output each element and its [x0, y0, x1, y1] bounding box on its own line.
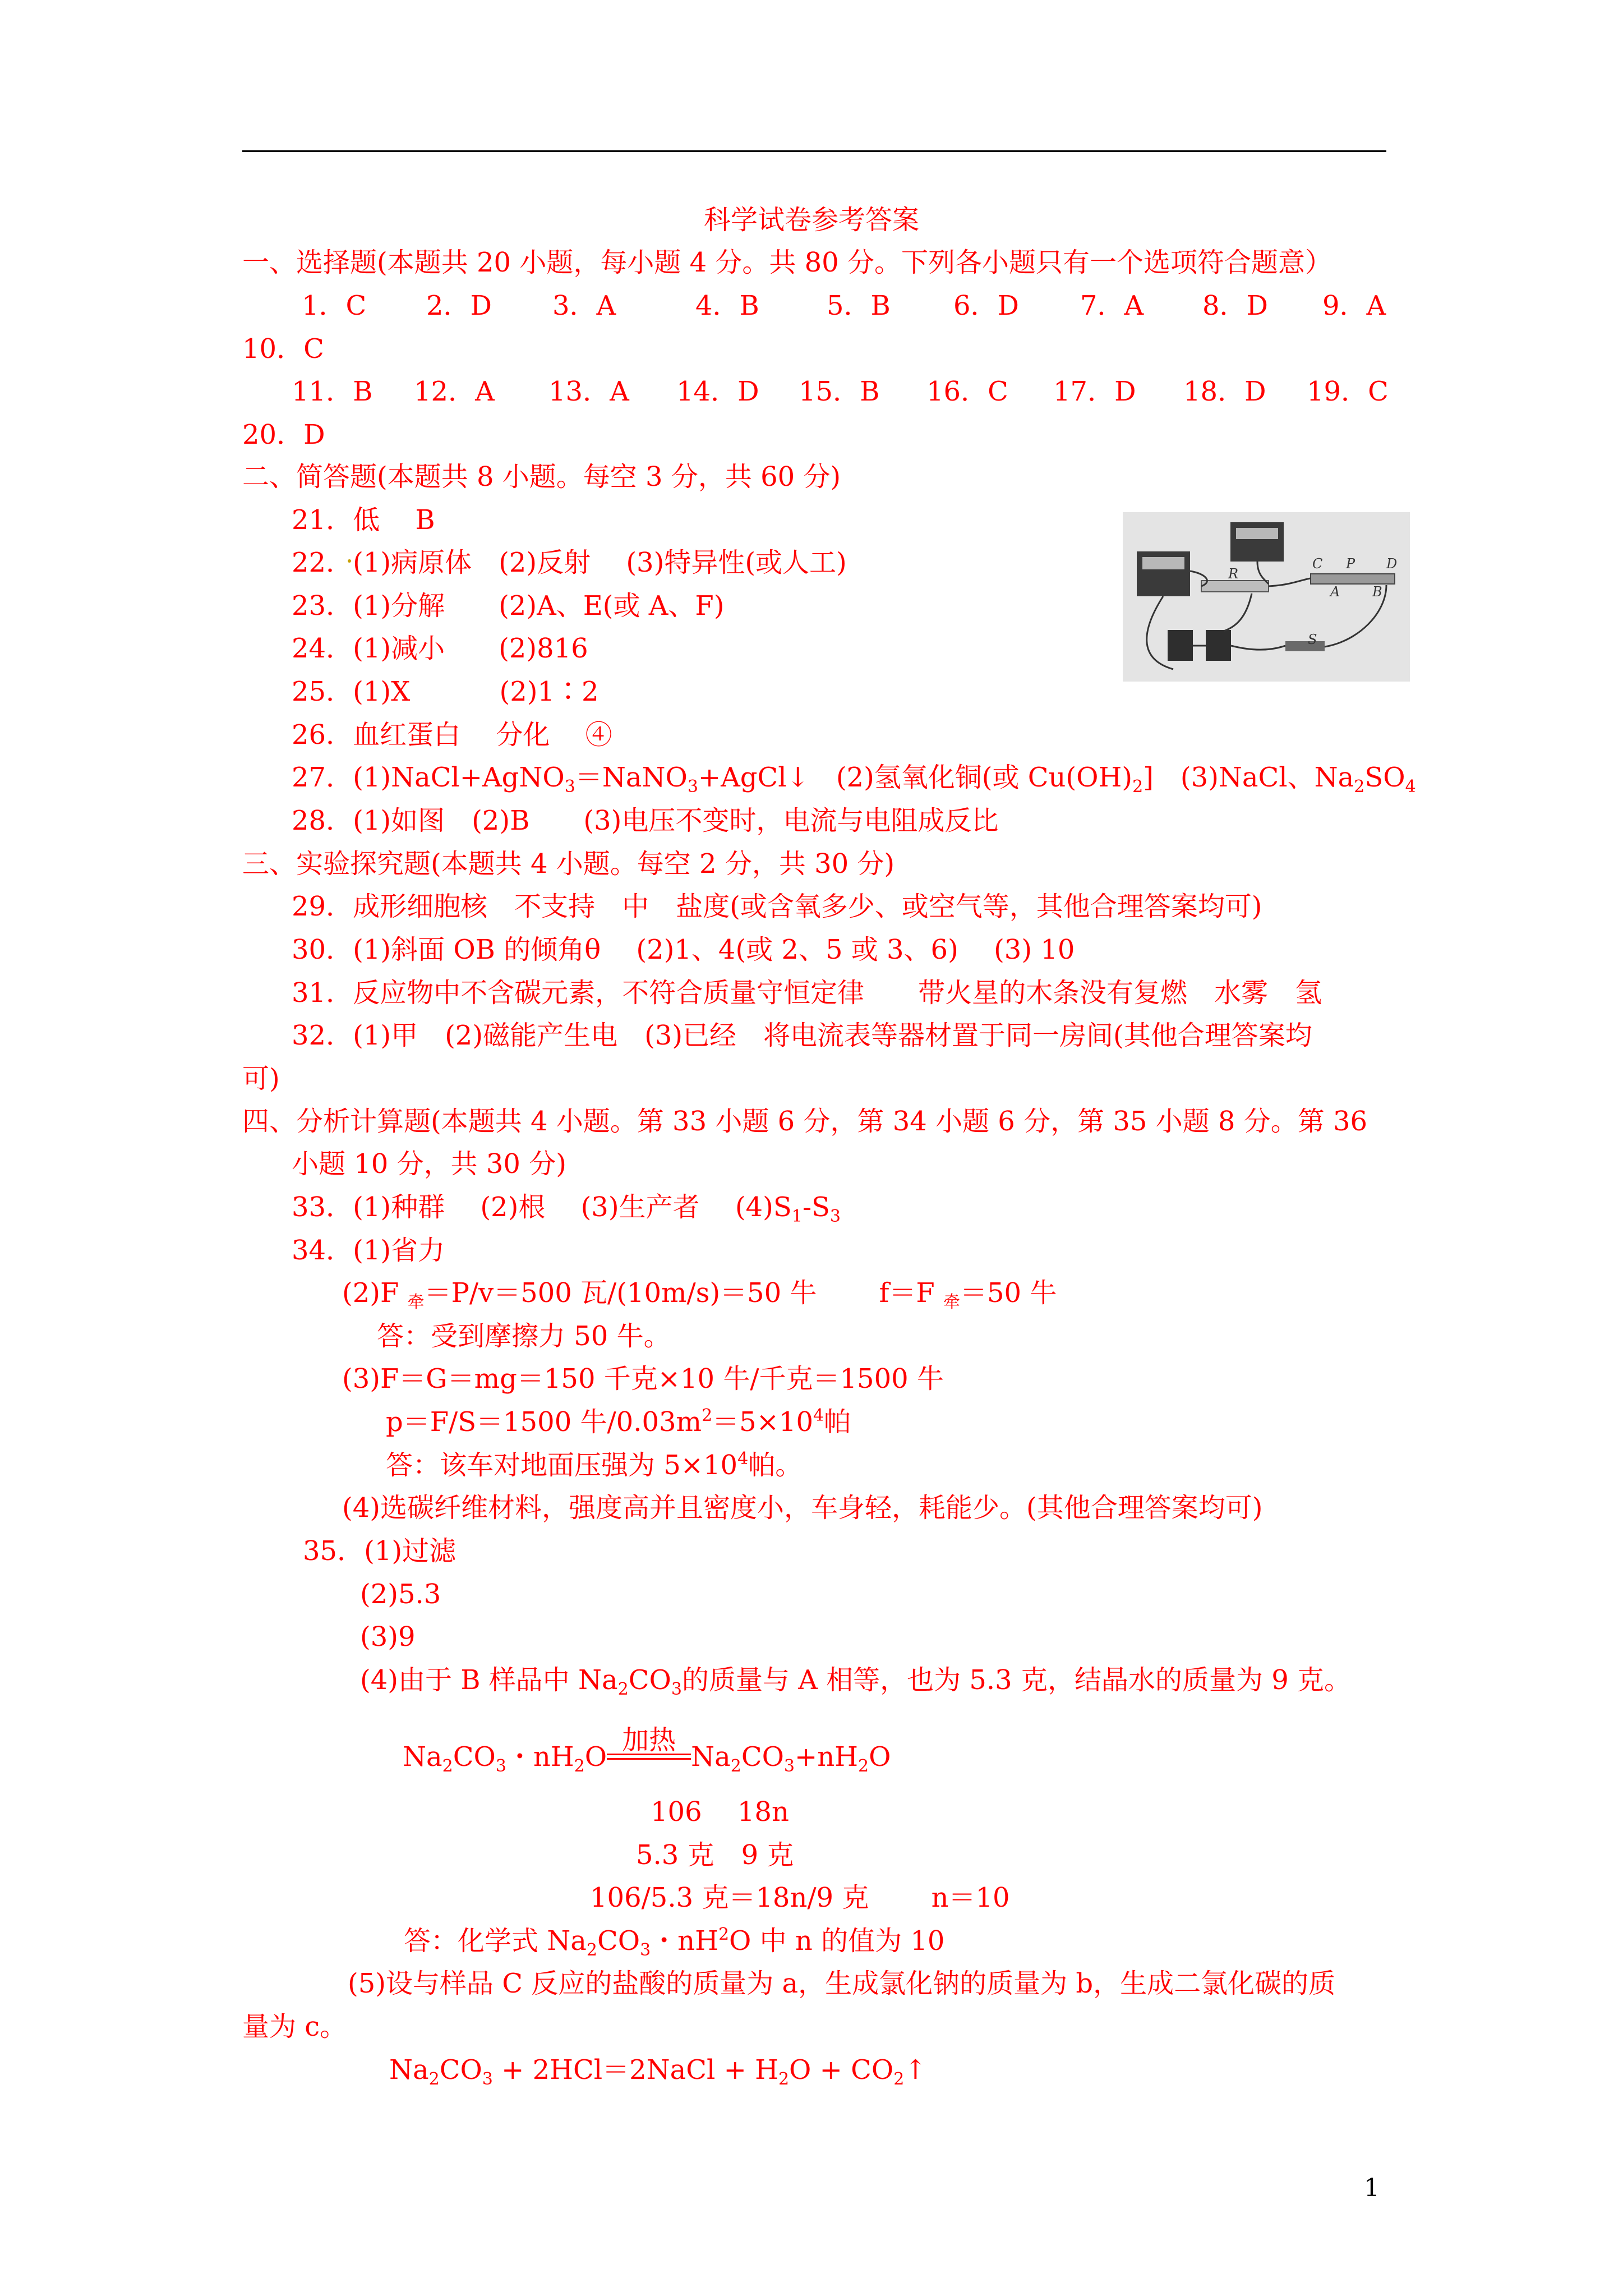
eq-part: Na [691, 1741, 731, 1773]
svg-text:A: A [1330, 584, 1340, 600]
eq-part: ・nH [506, 1741, 574, 1773]
answer-q35-1: 35．(1)过滤 [303, 1535, 457, 1567]
eq-part: O [869, 1741, 891, 1773]
answer-q28: 28．(1)如图 (2)B (3)电压不变时，电流与电阻成反比 [292, 805, 999, 836]
q35-part: (4)由于 B 样品中 Na [360, 1664, 618, 1696]
q27-part: 27．(1)NaCl+AgNO [292, 762, 565, 793]
answer-12: 12．A [414, 376, 495, 407]
answer-16: 16．C [926, 376, 1008, 407]
eq-part: CO [741, 1741, 784, 1773]
answer-q23: 23．(1)分解 (2)A、E(或 A、F) [292, 590, 725, 622]
answer-q35-3: (3)9 [360, 1621, 416, 1653]
svg-text:C: C [1312, 556, 1323, 572]
answer-q35-2: (2)5.3 [360, 1579, 441, 1610]
equation-ratio: 106/5.3 克＝18n/9 克 n＝10 [590, 1882, 1010, 1913]
svg-text:S: S [1308, 632, 1317, 647]
answer-19: 19．C [1307, 376, 1389, 407]
equation-masses: 5.3 克 9 克 [636, 1839, 794, 1871]
eq-part: O [584, 1741, 607, 1773]
page-number: 1 [1364, 2174, 1380, 2202]
q33-sub: 3 [829, 1207, 841, 1226]
q34-part: ＝50 牛 [960, 1277, 1057, 1309]
answer-q34-1: 34．(1)省力 [292, 1235, 445, 1266]
answer-q34-4: (4)选碳纤维材料，强度高并且密度小，车身轻，耗能少。(其他合理答案均可) [342, 1492, 1263, 1524]
q33-part: -S [802, 1191, 830, 1223]
section4-header: 四、分析计算题(本题共 4 小题。第 33 小题 6 分，第 34 小题 6 分，第 35 小题 8 分。第 36 [242, 1106, 1368, 1137]
answer-q25: 25．(1)X (2)1∶2 [292, 676, 599, 707]
eq2-sub: 2 [893, 2069, 905, 2089]
eq-sub: 3 [783, 1756, 795, 1776]
answer-q29: 29．成形细胞核 不支持 中 盐度(或含氧多少、或空气等，其他合理答案均可) [292, 891, 1262, 922]
q27-part: SO [1364, 762, 1405, 793]
q34-part: (2)F [342, 1277, 408, 1309]
eq-ans-part: CO [597, 1925, 640, 1957]
answer-7: 7．A [1080, 290, 1144, 321]
answer-q21: 21．低 B [292, 504, 435, 536]
eq2-sub: 3 [482, 2069, 493, 2089]
eq-part: Na [403, 1741, 442, 1773]
answer-11: 11．B [292, 376, 373, 407]
answer-1: 1．C [302, 290, 367, 321]
svg-text:B: B [1372, 584, 1382, 600]
q27-part: ＝NaNO [575, 762, 688, 793]
q27-part: +AgCl↓ (2)氢氧化铜(或 Cu(OH) [698, 762, 1133, 793]
eq2-part: + 2HCl＝2NaCl + H [492, 2054, 778, 2086]
answer-q27 [292, 761, 1416, 797]
answer-q34-3-conclusion [386, 1448, 802, 1482]
answer-10: 10．C [242, 333, 324, 365]
q34-sup: 4 [737, 1449, 749, 1469]
section1-header: 一、选择题(本题共 20 小题，每小题 4 分。共 80 分。下列各小题只有一个选项符合题意） [242, 247, 1332, 278]
q27-sub: 3 [564, 777, 575, 797]
q34-part: 帕。 [748, 1450, 803, 1481]
q34-sup: 2 [702, 1406, 713, 1425]
eq2-sub: 2 [778, 2069, 790, 2089]
circuit-diagram-image [1123, 512, 1410, 682]
q27-sub: 4 [1405, 777, 1416, 797]
answer-q33 [292, 1190, 841, 1224]
q27-sub: 2 [1132, 777, 1144, 797]
section4-header-wrap: 小题 10 分，共 30 分) [292, 1148, 566, 1180]
svg-text:D: D [1386, 556, 1398, 572]
svg-text:P: P [1346, 556, 1355, 572]
eq2-part: Na [389, 2054, 429, 2086]
q34-part: 答：该车对地面压强为 5×10 [386, 1450, 738, 1481]
eq2-part: O + CO [789, 2054, 894, 2086]
q35-sub: 3 [671, 1680, 682, 1699]
answer-q24: 24．(1)减小 (2)816 [292, 633, 588, 664]
eq-sub: 2 [574, 1756, 585, 1776]
q35-sub: 2 [617, 1680, 629, 1699]
q27-sub: 2 [1354, 777, 1365, 797]
chemical-equation-hcl [389, 2053, 927, 2087]
q33-part: 33．(1)种群 (2)根 (3)生产者 (4)S [292, 1191, 792, 1223]
answer-q30: 30．(1)斜面 OB 的倾角θ (2)1、4(或 2、5 或 3、6) (3) 10 [292, 934, 1075, 965]
eq-ans-part: O 中 n 的值为 10 [729, 1925, 945, 1957]
eq-sub: 2 [730, 1756, 741, 1776]
answer-2: 2．D [426, 290, 492, 321]
answer-q35-5-wrap: 量为 c。 [242, 2011, 347, 2042]
q34-part: 帕 [824, 1406, 851, 1438]
answer-q32: 32．(1)甲 (2)磁能产生电 (3)已经 将电流表等器材置于同一房间(其他合理答案均 [292, 1020, 1312, 1051]
section2-header: 二、简答题(本题共 8 小题。每空 3 分，共 60 分) [242, 461, 841, 493]
answer-q35-5: (5)设与样品 C 反应的盐酸的质量为 a，生成氯化钠的质量为 b，生成二氯化碳的质 [348, 1968, 1336, 1999]
q33-sub: 1 [791, 1207, 803, 1226]
answer-q26: 26．血红蛋白 分化 ④ [292, 719, 612, 751]
answer-q32-wrap: 可) [242, 1063, 280, 1094]
answer-9: 9．A [1322, 290, 1386, 321]
chemical-equation-dehydration [403, 1724, 891, 1776]
answer-q35-4-conclusion [404, 1924, 944, 1958]
eq-sub: 3 [495, 1756, 506, 1776]
q34-sub: 牵 [943, 1292, 960, 1312]
answer-q22: 22．(1)病原体 (2)反射 (3)特异性(或人工) [292, 547, 847, 578]
q35-part: 的质量与 A 相等，也为 5.3 克，结晶水的质量为 9 克。 [681, 1664, 1352, 1696]
q34-part: p＝F/S＝1500 牛/0.03m [386, 1406, 702, 1438]
eq-ans-part: ・nH [651, 1925, 718, 1957]
answer-20: 20．D [242, 419, 325, 450]
q27-part: ] (3)NaCl、Na [1143, 762, 1354, 793]
answer-15: 15．B [799, 376, 880, 407]
reaction-arrow [607, 1724, 691, 1774]
answer-5: 5．B [827, 290, 891, 321]
answer-q35-4 [360, 1663, 1351, 1697]
q34-part: ＝5×10 [712, 1406, 814, 1438]
eq-part: CO [453, 1741, 496, 1773]
section3-header: 三、实验探究题(本题共 4 小题。每空 2 分，共 30 分) [242, 848, 895, 880]
eq-sub: 2 [442, 1756, 453, 1776]
header-rule [242, 150, 1386, 152]
q34-part: ＝P/v＝500 瓦/(10m/s)＝50 牛 f＝F [424, 1277, 943, 1309]
reaction-condition: 加热 [622, 1724, 676, 1756]
eq2-part: CO [439, 2054, 482, 2086]
eq-ans-sub: 3 [640, 1940, 651, 1960]
page-title: 科学试卷参考答案 [703, 204, 919, 236]
answer-13: 13．A [548, 376, 629, 407]
answer-4: 4．B [695, 290, 759, 321]
answer-14: 14．D [676, 376, 759, 407]
answer-q31: 31．反应物中不含碳元素，不符合质量守恒定律 带火星的木条没有复燃 水雾 氢 [292, 977, 1322, 1009]
answer-q34-3-pressure [386, 1405, 851, 1439]
answer-17: 17．D [1053, 376, 1136, 407]
eq-part: +nH [795, 1741, 859, 1773]
answer-3: 3．A [552, 290, 616, 321]
eq2-part: ↑ [904, 2054, 927, 2086]
q27-sub: 3 [687, 777, 698, 797]
eq-ans-part: 答：化学式 Na [404, 1925, 587, 1957]
eq2-sub: 2 [428, 2069, 440, 2089]
answer-q34-2-conclusion: 答：受到摩擦力 50 牛。 [377, 1320, 671, 1352]
q34-sub: 牵 [407, 1292, 425, 1312]
equation-molar-masses: 106 18n [651, 1796, 789, 1828]
answer-q34-2 [342, 1276, 1057, 1310]
q34-sup: 4 [813, 1406, 824, 1425]
eq-ans-sub: 2 [586, 1940, 597, 1960]
answer-8: 8．D [1202, 290, 1269, 321]
q35-part: CO [628, 1664, 671, 1696]
eq-ans-sup: 2 [718, 1925, 730, 1944]
answer-q34-3: (3)F＝G＝mg＝150 千克×10 牛/千克＝1500 牛 [342, 1363, 944, 1395]
answer-6: 6．D [953, 290, 1020, 321]
svg-text:R: R [1228, 566, 1239, 582]
eq-sub: 2 [858, 1756, 869, 1776]
answer-18: 18．D [1183, 376, 1266, 407]
